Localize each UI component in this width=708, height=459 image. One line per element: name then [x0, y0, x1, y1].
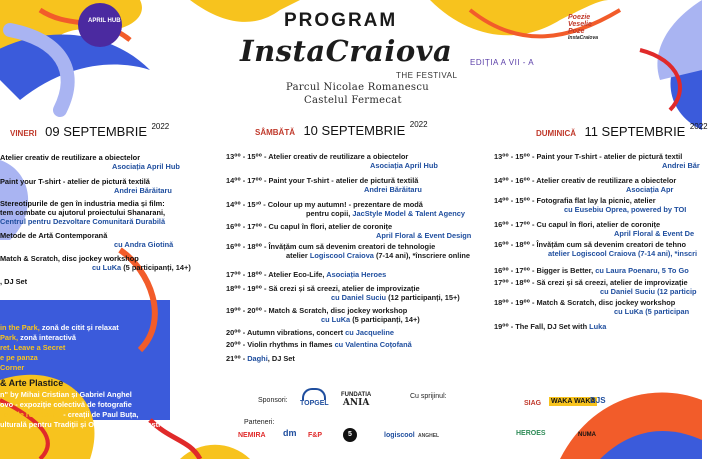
saturday-event	[226, 284, 460, 302]
saturday-event-pre: atelier	[286, 251, 310, 260]
saturday-event-time: 21⁰⁰	[226, 354, 241, 363]
saturday-event-host: cu LuKa	[321, 315, 351, 324]
sponsor-fundatia-line2: ANIA	[342, 398, 370, 408]
saturday-weekday: SÂMBĂTĂ	[255, 128, 295, 137]
sunday-year: 2022	[689, 122, 708, 131]
sunday-event	[494, 152, 700, 170]
sunday-event-host: cu Laura Poenaru, 5 To Go	[595, 266, 689, 275]
saturday-event-line	[226, 152, 438, 161]
saturday-event-line	[226, 222, 471, 231]
saturday-event-host: Daghi	[247, 354, 268, 363]
park-line-5: Corner	[0, 363, 25, 372]
saturday-event-host: Asociația April Hub	[370, 161, 438, 170]
sunday-event-time: 16⁰⁰ - 17⁰⁰	[494, 266, 530, 275]
support-wakawaka: WAKA WAKA	[551, 398, 596, 405]
saturday-event-line	[226, 306, 420, 315]
sunday-event-line	[494, 152, 700, 161]
saturday-date: 10 SEPTEMBRIE	[303, 123, 406, 138]
friday-event-3-line2: tem combate cu ajutorul proiectului Shanarani,	[0, 208, 166, 217]
sunday-event-title: - Paint your T-shirt - atelier de pictură textil	[531, 152, 683, 161]
sponsor-fundatia	[341, 392, 371, 408]
saturday-event-title: - Să crezi și să creezi, atelier de improvizație	[263, 284, 420, 293]
sunday-event-title: - Atelier creativ de reutilizare a obiectelor	[531, 176, 677, 185]
saturday-event-time: 13⁰⁰ - 15⁰⁰	[226, 152, 262, 161]
sunday-event-title: - The Fall, DJ Set with	[510, 322, 590, 331]
saturday-event-host: April Floral & Event Design	[376, 231, 472, 240]
saturday-event	[226, 152, 438, 170]
friday-date: 09 SEPTEMBRIE	[45, 124, 147, 139]
support-label: Cu sprijinul:	[410, 393, 447, 400]
saturday-event-line2	[226, 185, 422, 194]
saturday-event-time: 14⁰⁰ - 15³⁰	[226, 200, 262, 209]
friday-event-3-line3: Centrul pentru Dezvoltare Comunitară Durabilă	[0, 217, 166, 226]
partner-heroes: HEROES	[516, 430, 546, 437]
saturday-event-title: - Cu capul în flori, atelier de coronițe	[263, 222, 393, 231]
sunday-event	[494, 176, 676, 194]
saturday-event-line	[226, 340, 412, 349]
support-siag: SIAG	[524, 400, 542, 407]
sunday-event-line	[494, 240, 697, 249]
saturday-event-line	[226, 284, 460, 293]
friday-year: 2022	[151, 122, 170, 131]
park-line-2-hl: Park,	[0, 333, 19, 342]
sunday-event-time: 16⁰⁰ - 18⁰⁰	[494, 240, 530, 249]
saturday-event-line	[226, 354, 295, 363]
sunday-event-line	[494, 196, 686, 205]
partner-fp: F&P	[308, 432, 322, 439]
sunday-event-host: atelier Logiscool Craiova (7-14 ani), *inscri	[548, 249, 698, 258]
sunday-event-line2	[494, 185, 676, 194]
friday-park-section	[0, 323, 119, 373]
art-line-3	[0, 410, 194, 420]
friday-event-4-host: cu Andra Giotină	[114, 240, 174, 249]
saturday-event-line2	[226, 315, 420, 324]
sunday-event-time: 18⁰⁰ - 19⁰⁰	[494, 298, 530, 307]
sunday-event-host: cu Eusebiu Oprea, powered by TOI	[564, 205, 687, 214]
saturday-event-title: - Autumn vibrations, concert	[242, 328, 346, 337]
april-hub-logo: APRIL HUB	[88, 18, 121, 24]
sunday-event-time: 14⁰⁰ - 16⁰⁰	[494, 176, 530, 185]
saturday-event-line	[226, 242, 470, 251]
sunday-event	[494, 278, 697, 296]
saturday-header	[255, 114, 428, 138]
sunday-event-title: - Match & Scratch, disc jockey workshop	[531, 298, 676, 307]
park-line-3: ret. Leave a Secret	[0, 343, 66, 352]
saturday-event-note: , DJ Set	[267, 354, 295, 363]
art-line-3-text: - creații de Paul Buța,	[61, 410, 139, 419]
friday-event-3-line1: Stereotipurile de gen în industria media și film:	[0, 199, 165, 208]
saturday-event-line2	[226, 293, 460, 302]
badge-right-line1: Poezie	[568, 14, 591, 21]
park-line-2-text: zonă interactivă	[18, 333, 77, 342]
saturday-event-line2	[226, 209, 465, 218]
sunday-event-host: April Floral & Event De	[614, 229, 695, 238]
saturday-event-time: 18⁰⁰ - 19⁰⁰	[226, 284, 262, 293]
saturday-event-line2	[226, 161, 438, 170]
edition-label: EDIȚIA A VII - A	[470, 58, 535, 67]
saturday-event-note: (5 participanți, 14+)	[350, 315, 420, 324]
saturday-event	[226, 270, 386, 279]
sunday-event-time: 14⁰⁰ - 15⁰⁰	[494, 196, 530, 205]
saturday-event-line	[226, 270, 386, 279]
saturday-event-host: Logiscool Craiova	[309, 251, 374, 260]
badge-right	[568, 14, 598, 42]
saturday-event	[226, 176, 422, 194]
brand-insta: Insta	[240, 34, 326, 68]
saturday-event-line2	[226, 231, 471, 240]
partner-nemira: NEMIRA	[238, 432, 266, 439]
saturday-event-line	[226, 200, 465, 209]
friday-event-2-host: Andrei Bărăitaru	[114, 186, 172, 195]
support-djs: DJS	[590, 396, 606, 405]
saturday-event-title: - Atelier creativ de reutilizare a obiectelor	[263, 152, 409, 161]
saturday-event	[226, 242, 470, 260]
partner-logiscool: logiscool	[384, 432, 415, 439]
sunday-event-host: Luka	[589, 322, 607, 331]
sunday-event-line2	[494, 307, 689, 316]
saturday-event-title: - Match & Scratch, disc jockey workshop	[263, 306, 408, 315]
sunday-event-host: cu LuKa (5 participan	[614, 307, 690, 316]
friday-event-4: Metode de Artă Contemporană	[0, 231, 108, 240]
sunday-header	[536, 123, 708, 141]
saturday-event-line	[226, 176, 422, 185]
sunday-event-title: - Bigger is Better,	[531, 266, 596, 275]
saturday-event-time: 16⁰⁰ - 18⁰⁰	[226, 242, 262, 251]
saturday-event-host: cu Jacqueline	[345, 328, 394, 337]
sunday-event	[494, 322, 606, 331]
friday-event-1: Atelier creativ de reutilizare a obiectelor	[0, 153, 141, 162]
saturday-event	[226, 306, 420, 324]
saturday-event-host: Asociația Heroes	[326, 270, 387, 279]
venue-line-1: Parcul Nicolae Romanescu	[286, 82, 429, 93]
sunday-event-time: 16⁰⁰ - 17⁰⁰	[494, 220, 530, 229]
sunday-event-line	[494, 322, 606, 331]
badge-right-line2: Veselie	[568, 21, 592, 28]
partner-numa: NUMA	[578, 432, 596, 438]
saturday-event	[226, 354, 295, 363]
festival-tag: THE FESTIVAL	[396, 71, 458, 80]
sunday-event	[494, 298, 689, 316]
saturday-event-host: Andrei Bărăitaru	[364, 185, 422, 194]
friday-header	[10, 123, 169, 141]
sunday-event-host: Andrei Băr	[662, 161, 700, 170]
friday-art-title: & Arte Plastice	[0, 378, 64, 388]
saturday-event-time: 20⁰⁰	[226, 340, 241, 349]
sunday-event-time: 17⁰⁰ - 18⁰⁰	[494, 278, 530, 287]
saturday-event-title: -	[242, 354, 248, 363]
saturday-event	[226, 340, 412, 349]
venue-line-2: Castelul Fermecat	[304, 95, 402, 106]
sunday-event-line2	[494, 205, 686, 214]
partners-label: Parteneri:	[244, 419, 275, 426]
sponsors-label: Sponsori:	[258, 397, 288, 404]
art-line-4: ulturală pentru Tradiții și Obiceiuri Românești "VATRA"	[0, 420, 194, 429]
saturday-event-time: 20⁰⁰	[226, 328, 241, 337]
sunday-event-line	[494, 298, 689, 307]
saturday-event-title: - Învățăm cum să devenim creatori de tehnologie	[263, 242, 436, 251]
saturday-event-title: - Atelier Eco-Life,	[263, 270, 327, 279]
saturday-event-line	[226, 328, 394, 337]
sunday-event-line2	[494, 229, 694, 238]
friday-event-5: Match & Scratch, disc jockey workshop	[0, 254, 139, 263]
blue-arc-top-left	[0, 35, 150, 100]
brand-craiova: Craiova	[325, 34, 453, 68]
art-line-2: ovo - expoziție colectivă de fotografie	[0, 400, 132, 409]
saturday-event	[226, 200, 465, 218]
friday-event-5-host-name: cu LuKa	[92, 263, 122, 272]
saturday-event-time: 16⁰⁰ - 17⁰⁰	[226, 222, 262, 231]
friday-event-6: , DJ Set	[0, 277, 28, 286]
sponsor-topgel-text: TOPGEL	[300, 400, 329, 407]
sunday-event-host: Asociația Apr	[626, 185, 674, 194]
saturday-event-host: cu Valentina Coțofană	[334, 340, 412, 349]
sunday-event	[494, 240, 697, 258]
friday-weekday: VINERI	[10, 129, 37, 138]
saturday-event-note: (12 participanți, 15+)	[386, 293, 460, 302]
saturday-event-time: 14⁰⁰ - 17⁰⁰	[226, 176, 262, 185]
sunday-event-line	[494, 220, 694, 229]
saturday-year: 2022	[409, 120, 428, 129]
saturday-event-pre: pentru copii,	[306, 209, 353, 218]
sunday-event	[494, 196, 686, 214]
saturday-event-title: - Colour up my autumn! - prezentare de modă	[263, 200, 423, 209]
program-title: PROGRAM	[284, 10, 398, 31]
purple-badge-circle	[78, 3, 122, 47]
sunday-event	[494, 220, 694, 238]
saturday-event-host: JacStyle Model & Talent Agency	[352, 209, 465, 218]
sunday-event-title: - Fotografia flat lay la picnic, atelier	[531, 196, 656, 205]
badge-right-tag: InstaCraiova	[568, 35, 599, 41]
saturday-event-title: - Paint your T-shirt - atelier de pictură textilă	[263, 176, 419, 185]
saturday-event-line2	[226, 251, 470, 260]
saturday-event	[226, 222, 471, 240]
sunday-event-line	[494, 266, 689, 275]
sunday-date: 11 SEPTEMBRIE	[584, 124, 686, 139]
friday-event-5-note: (5 participanți, 14+)	[123, 263, 191, 272]
sunday-event-line2	[494, 161, 700, 170]
sunday-event-title: - Cu capul în flori, atelier de coronițe	[531, 220, 661, 229]
saturday-event-time: 19⁰⁰ - 20⁰⁰	[226, 306, 262, 315]
saturday-event-host: cu Daniel Suciu	[331, 293, 387, 302]
saturday-event-title: - Violin rhythms in flames	[242, 340, 335, 349]
sunday-event-host: cu Daniel Suciu (12 particip	[600, 287, 697, 296]
sunday-event-line2	[494, 249, 697, 258]
sunday-event-time: 13⁰⁰ - 15⁰⁰	[494, 152, 530, 161]
park-line-1	[0, 323, 119, 333]
park-line-1-hl: in the Park,	[0, 323, 40, 332]
sunday-event	[494, 266, 689, 275]
friday-event-5-host	[92, 263, 191, 272]
sponsor-topgel	[300, 388, 329, 407]
sunday-event-line2	[494, 287, 697, 296]
sunday-event-line	[494, 176, 676, 185]
sunday-weekday: DUMINICĂ	[536, 129, 576, 138]
partner-5togo: 5	[343, 428, 357, 442]
art-line-1: n" by Mihai Cristian și Gabriel Anghel	[0, 390, 132, 399]
partner-dm: dm	[283, 428, 297, 438]
art-line-3-hl: ționale românești	[0, 410, 62, 419]
sunday-event-time: 19⁰⁰	[494, 322, 509, 331]
saturday-event-time: 17⁰⁰ - 18⁰⁰	[226, 270, 262, 279]
park-line-1-text: zonă de citit și relaxat	[39, 323, 119, 332]
lavender-arc-right	[657, 0, 702, 80]
saturday-event	[226, 328, 394, 337]
saturday-event-note: (7-14 ani), *înscriere online	[373, 251, 471, 260]
park-line-4: e pe panza	[0, 353, 38, 362]
topgel-icon	[302, 388, 326, 400]
sunday-event-title: - Să crezi și să creezi, atelier de improvizație	[531, 278, 688, 287]
sponsor-fundatia-line1: FUNDATIA	[341, 392, 372, 398]
friday-event-1-host: Asociația April Hub	[112, 162, 180, 171]
brand-title	[240, 34, 452, 68]
park-line-2	[0, 333, 119, 343]
partner-anghel: ANGHEL	[418, 433, 440, 439]
sunday-event-line	[494, 278, 697, 287]
badge-right-line3: Poze	[568, 28, 585, 35]
friday-event-2: Paint your T-shirt - atelier de pictură textilă	[0, 177, 150, 186]
sunday-event-title: - Învățăm cum să devenim creatori de tehno	[531, 240, 686, 249]
friday-art-section	[0, 390, 194, 430]
